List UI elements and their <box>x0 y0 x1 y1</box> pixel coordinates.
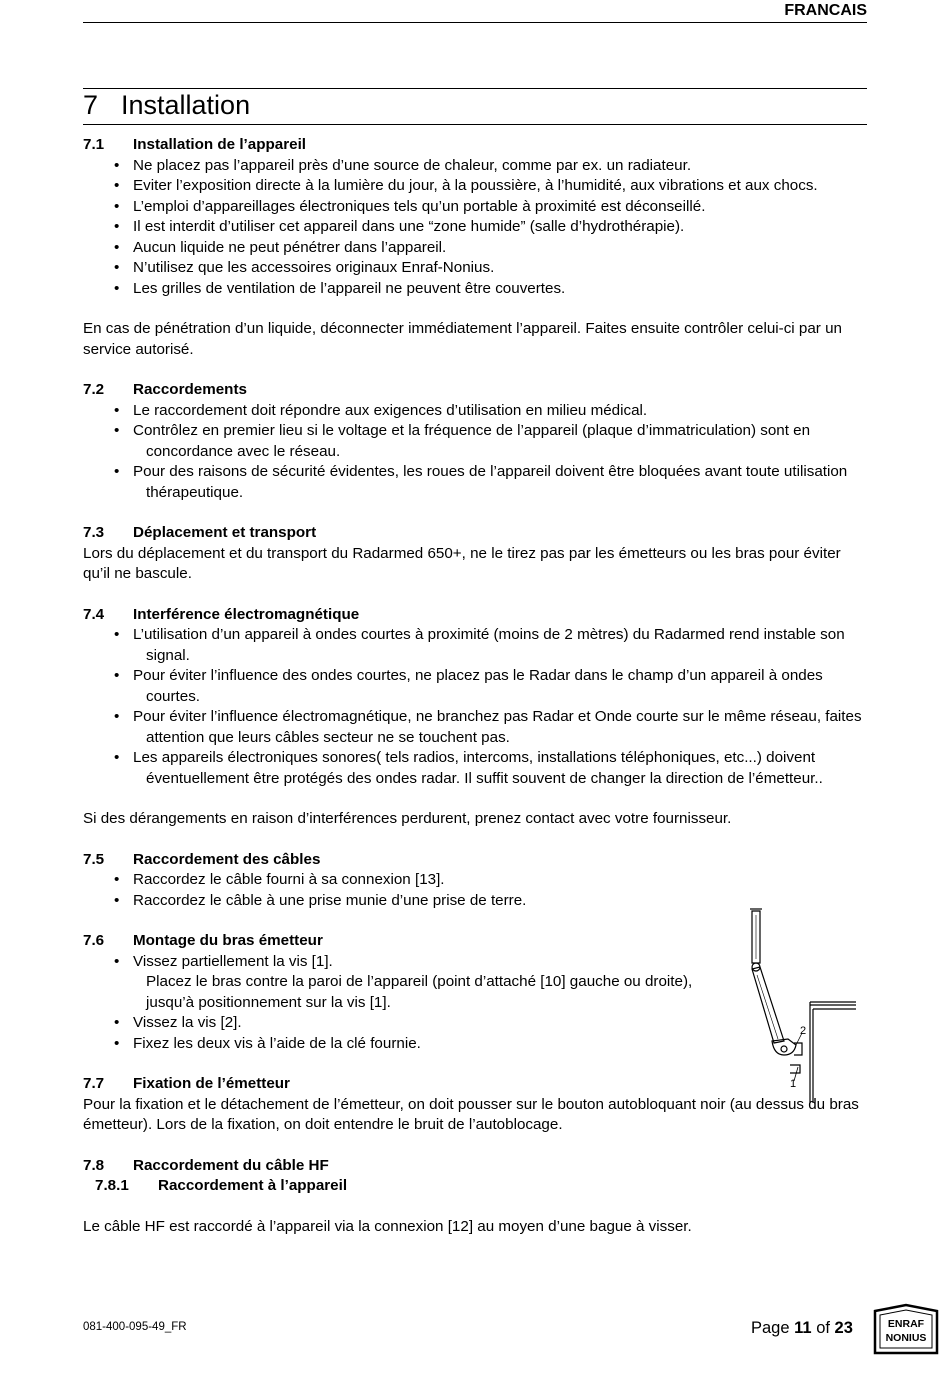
page-number <box>751 1319 853 1338</box>
section-title: Montage du bras émetteur <box>133 932 323 949</box>
bullet-list-7-4 <box>83 625 868 789</box>
paragraph-interference-note: Si des dérangements en raison d’interférences perdurent, prenez contact avec votre fournisseur. <box>83 810 732 827</box>
bullet-item: • Eviter l’exposition directe à la lumière du jour, à la poussière, à l’humidité, aux vibrations et aux chocs. <box>83 176 868 197</box>
subsection-heading-7-8-1 <box>83 1176 868 1197</box>
bullet-list-7-1 <box>83 156 868 300</box>
chapter-bottom-rule <box>83 124 867 125</box>
header-rule <box>83 22 867 23</box>
spacer <box>83 789 868 809</box>
section-heading-7-5 <box>83 850 868 871</box>
paragraph-transport: Lors du déplacement et du transport du Radarmed 650+, ne le tirez pas par les émetteurs ou les bras pour éviter qu’il ne bascule. <box>83 544 841 582</box>
section-title: Interférence électromagnétique <box>133 605 360 623</box>
section-number: 7.2 <box>83 381 105 398</box>
bullet-item: • Vissez la vis [2]. <box>83 1013 723 1034</box>
paragraph-liquid-note: En cas de pénétration d’un liquide, déconnecter immédiatement l’appareil. Faites ensuite contrôler celui-ci par un service autorisé. <box>83 320 842 358</box>
spacer <box>83 360 868 380</box>
section-heading-7-4 <box>83 605 868 626</box>
page-of: of <box>816 1319 830 1337</box>
bullet-item: • Raccordez le câble fourni à sa connexion [13]. <box>83 870 868 891</box>
logo-text-top: ENRAF <box>887 1318 925 1330</box>
bullet-item: • Pour éviter l’influence électromagnétique, ne branchez pas Radar et Onde courte sur le même réseau, faites attention que leurs câbles secteur ne se touchent pas. <box>83 707 868 748</box>
logo-text-bottom: NONIUS <box>885 1332 927 1344</box>
section-title: Fixation de l’émetteur <box>133 1075 290 1092</box>
section-number: 7.3 <box>83 524 105 541</box>
section-heading-7-3 <box>83 523 868 544</box>
section-title: Raccordement du câble HF <box>133 1156 329 1174</box>
section-title: Raccordements <box>133 381 247 398</box>
bullet-item: • Ne placez pas l’appareil près d’une source de chaleur, comme par ex. un radiateur. <box>83 156 868 177</box>
section-heading-7-8 <box>83 1156 868 1177</box>
spacer <box>83 1197 868 1217</box>
bullet-list-7-2 <box>83 401 868 504</box>
spacer <box>83 585 868 605</box>
page-label: Page <box>751 1319 790 1337</box>
enraf-nonius-logo <box>873 1303 939 1357</box>
bullet-item: • N’utilisez que les accessoires originaux Enraf-Nonius. <box>83 258 868 279</box>
section-heading-7-2 <box>83 380 868 401</box>
figure-label-2: 2 <box>800 1025 807 1037</box>
spacer <box>83 299 868 319</box>
document-reference: 081-400-095-49_FR <box>83 1321 187 1333</box>
bullet-item: • Vissez partiellement la vis [1]. Placez le bras contre la paroi de l’appareil (point d’attaché [10] gauche ou droite), jusqu’à positionnement sur la vis [1]. <box>83 952 723 1014</box>
section-heading-7-1 <box>83 135 868 156</box>
bullet-item: • L’utilisation d’un appareil à ondes courtes à proximité (moins de 2 mètres) du Radarmed rend instable son signal. <box>83 625 868 666</box>
section-number: 7.6 <box>83 932 105 949</box>
bullet-item: • Pour éviter l’influence des ondes courtes, ne placez pas le Radar dans le champ d’un appareil à ondes courtes. <box>83 666 868 707</box>
bullet-item: • Aucun liquide ne peut pénétrer dans l’appareil. <box>83 238 868 259</box>
section-title: Déplacement et transport <box>133 524 317 541</box>
section-number: 7.4 <box>83 605 105 623</box>
paragraph-fixation: Pour la fixation et le détachement de l’émetteur, on doit pousser sur le bouton autobloquant noir (au dessus du bras émetteur). Lors de la fixation, on doit entendre le bruit de l’autoblocage. <box>83 1095 859 1133</box>
section-number: 7.1 <box>83 136 105 153</box>
bullet-item: • Raccordez le câble à une prise munie d’une prise de terre. <box>83 891 868 912</box>
bullet-item: • Il est interdit d’utiliser cet appareil dans une “zone humide” (salle d’hydrothérapie). <box>83 217 868 238</box>
spacer <box>83 830 868 850</box>
subsection-title: Raccordement à l’appareil <box>158 1177 348 1194</box>
header-language: FRANCAIS <box>784 2 867 19</box>
bullet-item: • Le raccordement doit répondre aux exigences d’utilisation en milieu médical. <box>83 401 868 422</box>
subsection-number: 7.8.1 <box>95 1177 129 1194</box>
bullet-item: • L’emploi d’appareillages électroniques tels qu’un portable à proximité est déconseillé. <box>83 197 868 218</box>
bullet-item: • Pour des raisons de sécurité évidentes, les roues de l’appareil doivent être bloquées avant toute utilisation thérapeutique. <box>83 462 868 503</box>
section-number: 7.5 <box>83 850 105 868</box>
section-number: 7.8 <box>83 1156 105 1174</box>
section-number: 7.7 <box>83 1075 105 1092</box>
bullet-item: • Les grilles de ventilation de l’appareil ne peuvent être couvertes. <box>83 279 868 300</box>
chapter-number: 7 <box>83 90 99 120</box>
arm-mounting-diagram <box>738 905 856 1103</box>
bullet-item: • Les appareils électroniques sonores( tels radios, intercoms, installations téléphoniques, etc...) doivent éventuellement être protégés des ondes radar. Il suffit souvent de changer la direction de l’émetteur.. <box>83 748 868 789</box>
chapter-title-text: Installation <box>121 90 251 120</box>
section-title: Installation de l’appareil <box>133 136 307 153</box>
bullet-list-7-6 <box>83 952 723 1055</box>
figure-label-1: 1 <box>790 1078 797 1090</box>
bullet-item: • Contrôlez en premier lieu si le voltage et la fréquence de l’appareil (plaque d’immatriculation) sont en concordance avec le réseau. <box>83 421 868 462</box>
paragraph-hf-cable: Le câble HF est raccordé à l’appareil via la connexion [12] au moyen d’une bague à visser. <box>83 1217 692 1235</box>
section-title: Raccordement des câbles <box>133 850 321 868</box>
chapter-top-rule <box>83 88 867 89</box>
spacer <box>83 1136 868 1156</box>
page-current: 11 <box>794 1319 812 1337</box>
bullet-item: • Fixez les deux vis à l’aide de la clé fournie. <box>83 1034 723 1055</box>
page-total: 23 <box>834 1319 853 1337</box>
spacer <box>83 503 868 523</box>
chapter-title <box>83 90 250 121</box>
